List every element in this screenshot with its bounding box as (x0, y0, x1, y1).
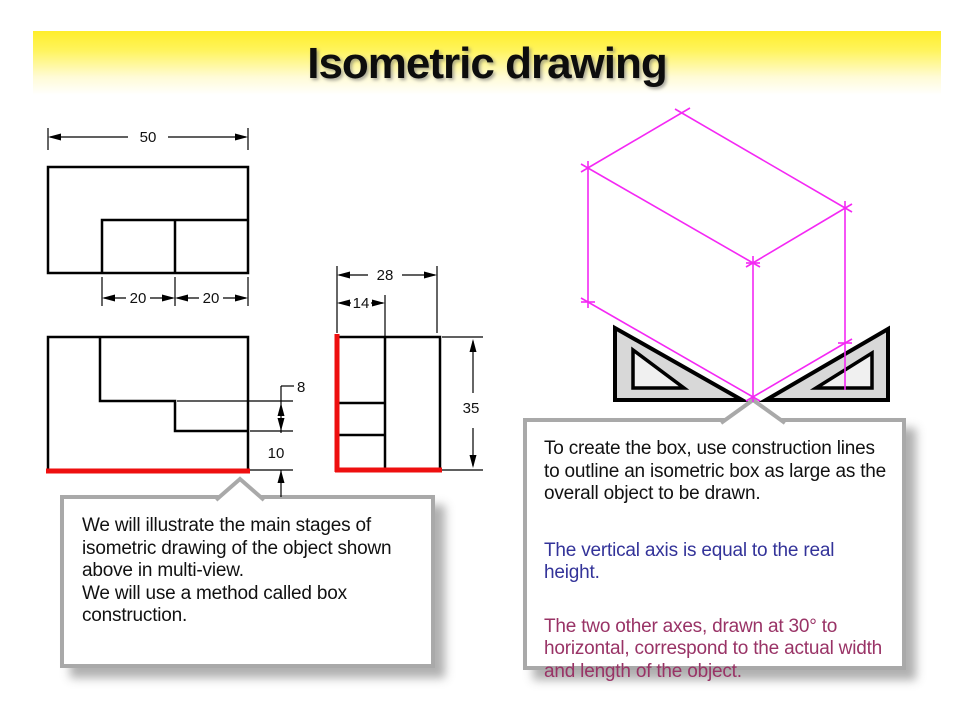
dim-label-10: 10 (267, 445, 285, 462)
dim-label-14: 14 (352, 295, 370, 312)
dim-label-35: 35 (462, 400, 480, 417)
callout-left-text-2: We will use a method called box construction. (82, 582, 347, 626)
set-square-right (766, 329, 888, 400)
dim-label-20-right: 20 (202, 290, 220, 307)
callout-left-text-1: We will illustrate the main stages of isometric drawing of the object shown above in multi-view. (82, 515, 392, 581)
dim-label-20-left: 20 (129, 290, 147, 307)
callout-left-pointer (214, 478, 266, 501)
top-view-drawing (48, 128, 248, 307)
callout-right-text-3: The two other axes, drawn at 30° to horizontal, correspond to the actual width and length of the object. (544, 615, 883, 682)
callout-right-text-2: The vertical axis is equal to the real height. (544, 539, 835, 583)
front-view-drawing (46, 337, 305, 497)
set-square-left (615, 328, 742, 400)
slide-title: Isometric drawing (307, 39, 667, 88)
dim-label-8: 8 (297, 379, 306, 396)
side-view-drawing (335, 266, 483, 472)
callout-right-pointer (719, 399, 787, 424)
callout-right-text-1: To create the box, use construction lines to outline an isometric box as large as the overall object to be drawn. (544, 438, 887, 504)
dim-label-28: 28 (376, 267, 394, 284)
dim-label-50: 50 (139, 129, 157, 146)
